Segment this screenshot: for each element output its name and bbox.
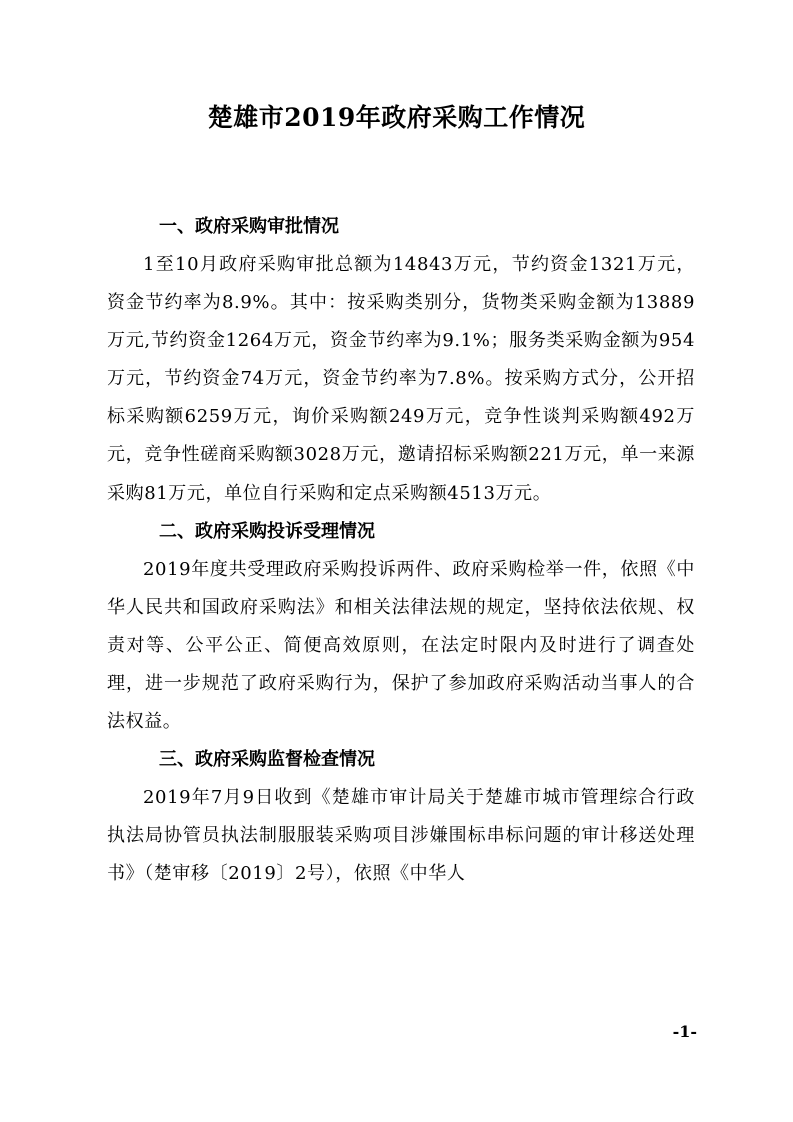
- document-title: 楚雄市2019年政府采购工作情况: [207, 103, 586, 132]
- section-heading: 三、政府采购监督检查情况: [159, 749, 375, 771]
- section-approval: [107, 208, 695, 513]
- page-number: -1-: [672, 1022, 697, 1041]
- section-heading: 二、政府采购投诉受理情况: [159, 520, 375, 542]
- section-heading: 一、政府采购审批情况: [159, 216, 339, 237]
- section-paragraph: 2019年7月9日收到《楚雄市审计局关于楚雄市城市管理综合行政执法局协管员执法制服服装采购项目涉嫌围标串标问题的审计移送处理书》（楚审移〔2019〕2号），依照《中华人: [107, 787, 695, 885]
- document-body: [107, 208, 695, 893]
- section-paragraph: 1至10月政府采购审批总额为14843万元，节约资金1321万元，资金节约率为8.9%。其中：按采购类别分，货物类采购金额为13889万元,节约资金1264万元，资金节约率为9.1%；服务类采购金额为954万元，节约资金74万元，资金节约率为7.8%。按采购方式分，公开招标采购额6259万元，询价采购额249万元，竞争性谈判采购额492万元，竞争性磋商采购额3028万元，邀请招标采购额221万元，单一来源采购81万元，单位自行采购和定点采购额4513万元。: [107, 254, 695, 504]
- section-complaints: [107, 513, 695, 741]
- section-supervision: [107, 741, 695, 893]
- section-paragraph: 2019年度共受理政府采购投诉两件、政府采购检举一件，依照《中华人民共和国政府采购法》和相关法律法规的规定，坚持依法依规、权责对等、公平公正、简便高效原则，在法定时限内及时进行了调查处理，进一步规范了政府采购行为，保护了参加政府采购活动当事人的合法权益。: [107, 558, 695, 733]
